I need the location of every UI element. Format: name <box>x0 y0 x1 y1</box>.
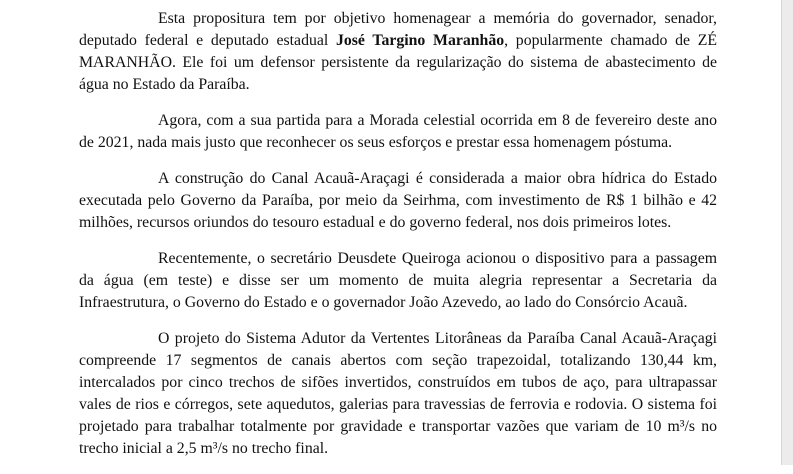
vertical-scrollbar[interactable] <box>781 0 793 465</box>
paragraph-3: A construção do Canal Acauã-Araçagi é considerada a maior obra hídrica do Estado executada pelo Governo da Paraíba, por meio da Seirhma, com investimento de R$ 1 bilhão e 42 milhões, recursos oriundos do tesouro estadual e do governo federal, nos dois primeiros lotes. <box>79 170 717 231</box>
honoree-name: José Targino Maranhão <box>335 32 505 49</box>
paragraph-2: Agora, com a sua partida para a Morada celestial ocorrida em 8 de fevereiro deste ano de 2021, nada mais justo que reconhecer os seus esforços e prestar essa homenagem póstuma. <box>79 112 717 151</box>
paragraph-1 <box>79 8 717 96</box>
paragraph-5: O projeto do Sistema Adutor da Vertentes Litorâneas da Paraíba Canal Acauã-Araçagi compreende 17 segmentos de canais abertos com seção trapezoidal, totalizando 130,44 km, intercalados por cinco trechos de sifões invertidos, construídos em tubos de aço, para ultrapassar vales de rios e córregos, sete aquedutos, galerias para travessias de ferrovia e rodovia. O sistema foi projetado para trabalhar totalmente por gravidade e transportar vazões que variam de 10 m³/s no trecho inicial a 2,5 m³/s no trecho final. <box>79 330 717 457</box>
paragraph-1-text-end: , popularmente chamado de ZÉ MARANHÃO. Ele foi um defensor persistente da regularização do sistema de abastecimento de água no Estado da Paraíba. <box>79 32 718 93</box>
paragraph-1-text-start: Esta propositura tem por objetivo homenagear a memória do governador, senador, deputado federal e deputado estadual <box>79 10 717 49</box>
paragraph-4: Recentemente, o secretário Deusdete Queiroga acionou o dispositivo para a passagem da água (em teste) e disse ser um momento de muita alegria representar a Secretaria da Infraestrutura, o Governo do Estado e o governador João Azevedo, ao lado do Consórcio Acauã. <box>79 250 717 311</box>
document-body <box>79 8 717 474</box>
